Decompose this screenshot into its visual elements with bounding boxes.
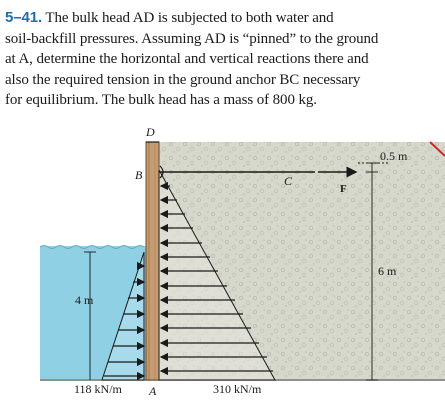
dim-water-label: 4 m bbox=[75, 293, 94, 307]
problem-line-4: also the required tension in the ground anchor BC necessary bbox=[5, 71, 361, 88]
label-f: F bbox=[340, 183, 347, 195]
water-load-label: 118 kN/m bbox=[74, 382, 122, 396]
label-d: D bbox=[146, 125, 155, 139]
problem-line-5: for equilibrium. The bulk head has a mass of 800 kg. bbox=[5, 92, 317, 109]
problem-number: 5–41. bbox=[5, 9, 43, 26]
label-a: A bbox=[149, 384, 157, 398]
problem-line-2: soil-backfill pressures. Assuming AD is “pinned” to the ground bbox=[5, 30, 379, 47]
label-b: B bbox=[135, 168, 143, 182]
problem-line-1: 5–41. The bulk head AD is subjected to both water and bbox=[5, 9, 334, 26]
dim-soil-label: 6 m bbox=[378, 264, 397, 278]
problem-line-3: at A, determine the horizontal and vertical reactions there and bbox=[5, 51, 369, 68]
soil-load-label: 310 kN/m bbox=[213, 382, 262, 396]
label-c: C bbox=[284, 174, 293, 188]
bulkhead-wall bbox=[146, 142, 159, 380]
dim-top-label: 0.5 m bbox=[380, 149, 408, 163]
